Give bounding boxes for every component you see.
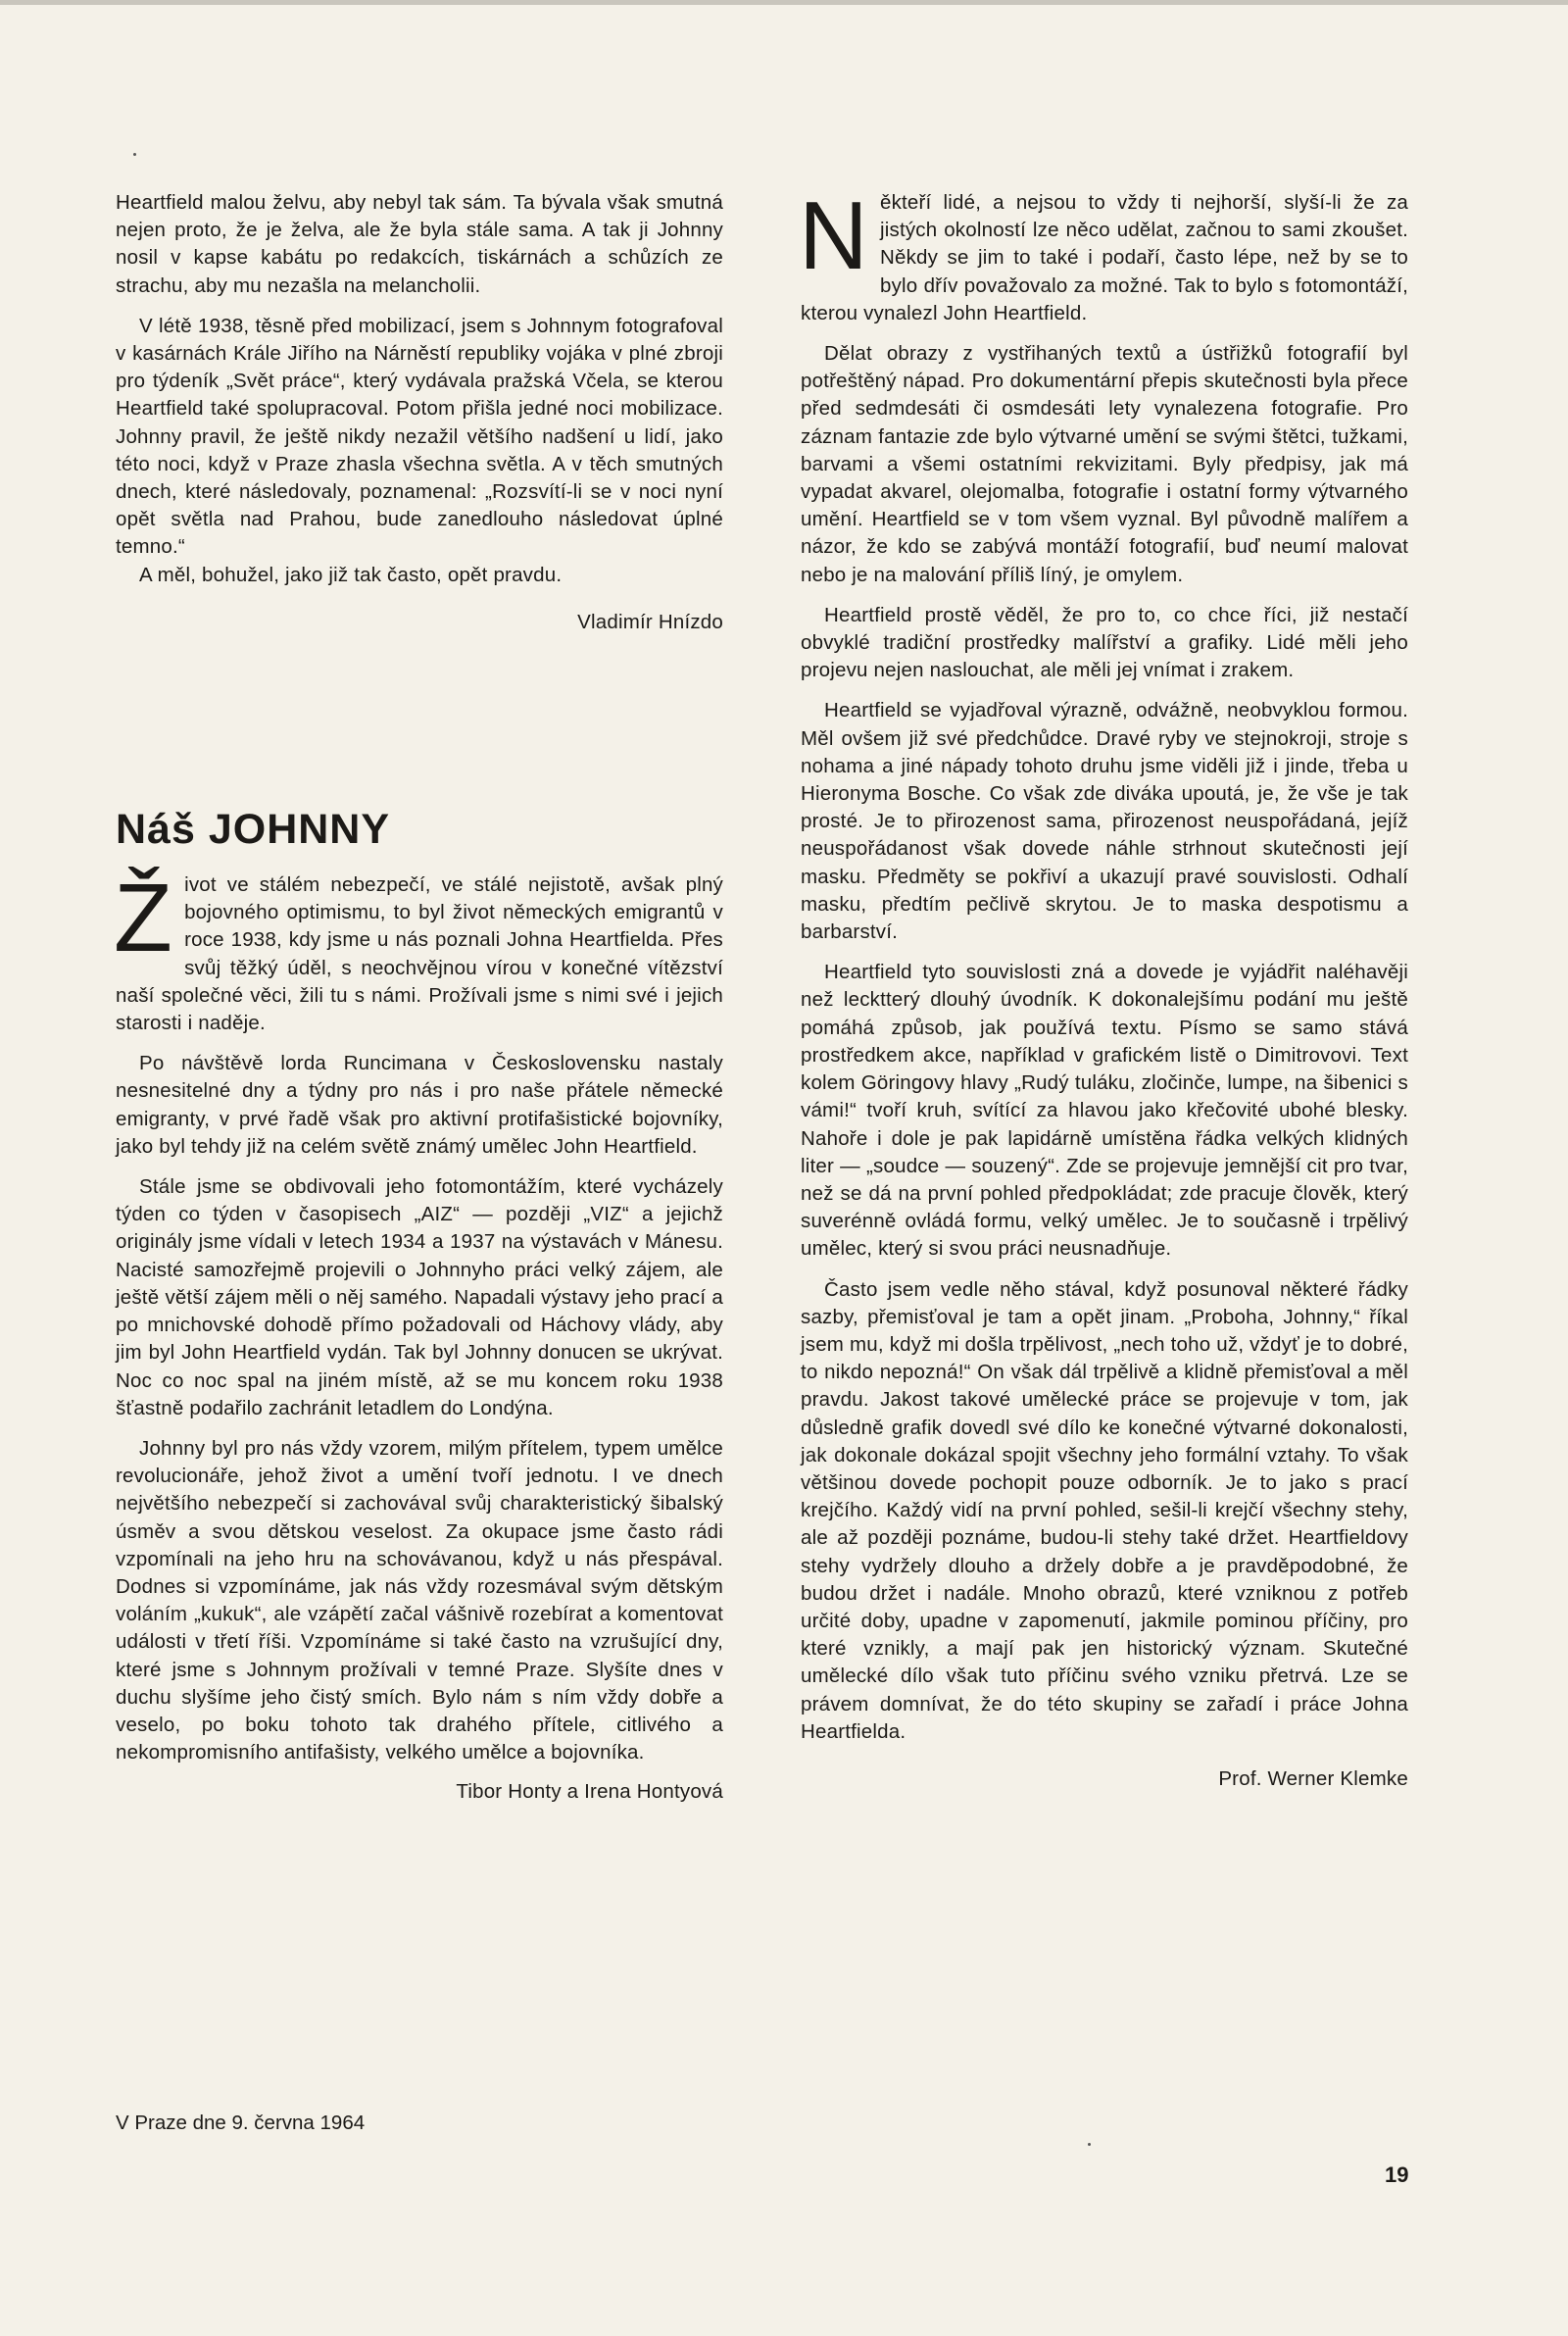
paragraph: Heartfield se vyjadřoval výrazně, odvážně, neobvyklou formou. Měl ovšem již své předchůdce. Dravé ryby ve stejnokroji, stroje s nohama a jiné nápady tohoto druhu jsme viděli již i jinde, třeba u Hieronyma Bosche. Co však zde diváka upoutá, je, že vše je tak prosté. Je to přirozenost sama, přirozenost neuspořádaná, jejíž neuspořádanost však dovede náhle strhnout skutečnosti její masku. Předměty se pokřiví a ukazují pravé souvislosti. Odhalí masku, předtím pečlivě skrytou. Je to maska despotismu a barbarství. — [801, 699, 1408, 944]
paragraph-text: ěkteří lidé, a nejsou to vždy ti nejhorší, slyší-li že za jistých okolností lze něco udělat, začnou to sami zkoušet. Někdy se jim to také i podaří, často lépe, než by se to bylo dřív považovalo za možné. Tak to bylo s fotomontáží, kterou vynalezl John Heartfield. — [801, 191, 1408, 324]
paragraph: Heartfield malou želvu, aby nebyl tak sám. Ta bývala však smutná nejen proto, že je želva, ale že byla stále sama. A tak ji Johnny nosil v kapse kabátu po redakcích, tiskárnách a schůzích ze strachu, aby mu nezašla na melancholii. — [116, 191, 723, 297]
paragraph: Po návštěvě lorda Runcimana v Československu nastaly nesnesitelné dny a týdny pro nás i pro naše přátele německé emigranty, v prvé řadě však pro aktivní protifašistické bojovníky, jako byl tehdy již na celém světě známý umělec John Heartfield. — [116, 1052, 723, 1158]
drop-cap: N — [799, 181, 868, 289]
paragraph: Stále jsme se obdivovali jeho fotomontážím, které vycházely týden co týden v časopisech „AIZ“ — později „VIZ“ a jejichž originály jsme vídali v letech 1934 a 1937 na výstavách v Mánesu. Nacisté samozřejmě projevili o Johnnyho práci velký zájem, ale ještě větší zájem měli o něj samého. Napadali výstavy jeho prací a po mnichovské dohodě přímo požadovali od Háchovy vlády, aby jim byl John Heartfield vydán. Tak byl Johnny donucen se ukrývat. Noc co noc spal na jiném místě, až se mu koncem roku 1938 šťastně podařilo zachránit letadlem do Londýna. — [116, 1175, 723, 1419]
drop-cap: Ž — [114, 864, 173, 972]
paragraph: Dělat obrazy z vystřihaných textů a ústřižků fotografií byl potřeštěný nápad. Pro dokumentární přepis skutečnosti byla přece před sedmdesáti či osmdesáti lety vynalezena fotografie. Pro záznam fantazie zde bylo výtvarné umění se svými štětci, tužkami, barvami a všemi ostatními rekvizitami. Byly předpisy, jak má vypadat akvarel, olejomalba, fotografie i ostatní formy výtvarného umění. Heartfield se v tom všem vyznal. Byl původně malířem a názor, že kdo se zabývá montáží fotografií, buď neumí malovat nebo je na malování příliš líný, je omylem. — [801, 342, 1408, 586]
page-top-rule — [0, 0, 1568, 5]
signature-hnizdo: Vladimír Hnízdo — [577, 610, 723, 633]
paragraph: Často jsem vedle něho stával, když posunoval některé řádky sazby, přemisťoval je tam a opět jinam. „Proboha, Johnny,“ říkal jsem mu, když mi došla trpělivost, „nech toho už, vždyť je to dobré, to nikdo nepozná!“ On však dál trpělivě a klidně přemisťoval a měl pravdu. Jakost takové umělecké práce se projevuje v tom, jak důsledně grafik dovedl své dílo ke konečné výtvarné dokonalosti, jak dokonale dokázal spojit všechny jeho formální vztahy. To však většinou dovede pochopit pouze odborník. Je to jako s prací krejčího. Každý vidí na první pohled, sešil-li krejčí všechny stehy, ale až později poznáme, budou-li stehy také držet. Heartfieldovy stehy vydržely dlouho a držely dobře a je pravděpodobné, že budou držet i nadále. Mnoho obrazů, které vzniknou z potřeb určité doby, upadne v zapomenutí, jakmile pominou příčiny, pro které vznikly, a mají pak jen historický význam. Skutečné umělecké dílo však tuto příčinu svého vzniku přetrvá. Lze se právem domnívat, že do této skupiny se zařadí i práce Johna Heartfielda. — [801, 1277, 1408, 1743]
paragraph — [799, 181, 1408, 327]
article-title: Náš JOHNNY — [116, 806, 391, 854]
paragraph: Heartfield tyto souvislosti zná a dovede je vyjádřit naléhavěji než lecktterý dlouhý úvodník. K dokonalejšímu podání mu ještě pomáhá způsob, jak používá textu. Písmo se samo stává prostředkem akce, například v grafickém listě o Dimitrovovi. Text kolem Göringovy hlavy „Rudý tuláku, zločinče, lumpe, na šibenici s vámi!“ tvoří kruh, svítící za hlavou jako křečovité ubohé blesky. Nahoře i dole je pak lapidárně umístěna řádka velkých klidných liter — „soudce — souzený“. Zde se projevuje jemnější cit pro tvar, než se dá na první pohled předpokládat; zde pracuje člověk, který suverénně ovládá formu, velký umělec. Je to současně i trpělivý umělec, který si svou práci neusnadňuje. — [801, 961, 1408, 1261]
page-number: 19 — [1385, 2162, 1409, 2187]
paragraph: A měl, bohužel, jako již tak často, opět pravdu. — [139, 563, 563, 586]
paragraph — [114, 864, 723, 1037]
paragraph: Heartfield prostě věděl, že pro to, co chce říci, již nestačí obvyklé tradiční prostředky malířství a grafiky. Lidé měli jeho projevu nejen naslouchat, ale měli jej vnímat i zrakem. — [801, 603, 1408, 682]
left-column — [116, 189, 723, 1807]
paragraph: Johnny byl pro nás vždy vzorem, milým přítelem, typem umělce revolucionáře, jehož život a umění tvoří jednotu. I ve dnech největšího nebezpečí si zachovával svůj charakteristický šibalský úsměv a svou dětskou veselost. Za okupace jsme často rádi vzpomínali na jeho hru na schovávanou, když u nás přespával. Dodnes si vzpomínáme, jak nás vždy rozesmával svým dětským voláním „kukuk“, ale vzápětí začal vášnivě rozebírat a komentovat události v třetí říši. Vzpomínáme si také často na vzrušující dny, které jsme s Johnnym prožívali v temné Praze. Slyšíte dnes v duchu slyšíme jeho čistý smích. Bylo nám s ním vždy dobře a veselo, po boku tohoto tak drahého přítele, citlivého a nekompromisního antifašisty, velkého umělce a bojovníka. — [116, 1436, 723, 1764]
print-speck — [133, 153, 136, 156]
signature-honty: Tibor Honty a Irena Hontyová — [456, 1780, 723, 1804]
dateline: V Praze dne 9. června 1964 — [116, 2112, 366, 2134]
print-speck — [1088, 2143, 1091, 2146]
right-column — [799, 181, 1408, 1793]
signature-klemke: Prof. Werner Klemke — [1218, 1766, 1408, 1790]
paragraph-text: ivot ve stálém nebezpečí, ve stálé nejistotě, avšak plný bojovného optimismu, to byl život německých emigrantů v roce 1938, kdy jsme u nás poznali Johna Heartfielda. Přes svůj těžký úděl, s neochvějnou vírou v konečné vítězství naší společné věci, žili tu s námi. Prožívali jsme s nimi své i jejich starosti i naděje. — [116, 873, 723, 1035]
paragraph: V létě 1938, těsně před mobilizací, jsem s Johnnym fotografoval v kasárnách Krále Jiřího na Nárněstí republiky vojáka v plné zbroji pro týdeník „Svět práce“, který vydávala pražská Včela, se kterou Heartfield také spolupracoval. Potom přišla jedné noci mobilizace. Johnny pravil, že ještě nikdy nezažil většího nadšení u lidí, jako této noci, když v Praze zhasla všechna světla. A v těch smutných dnech, které následovaly, poznamenal: „Rozsvítí-li se v noci nyní opět světla nad Prahou, bude zanedlouho následovat úplné temno.“ — [116, 314, 723, 559]
